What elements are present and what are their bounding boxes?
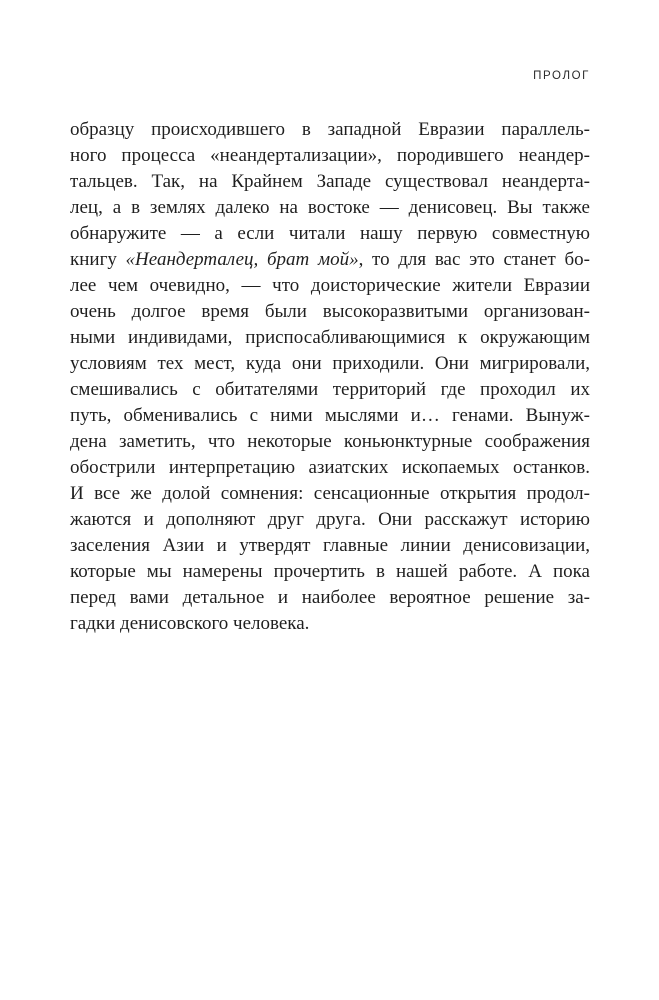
text-line: жаются и дополняют друг друга. Они расскажут историю bbox=[70, 509, 590, 530]
text-after-title: , то для вас это станет бо- bbox=[358, 249, 590, 270]
text-line: тальцев. Так, на Крайнем Западе существовал неандерта- bbox=[70, 171, 590, 192]
text-line: которые мы намерены прочертить в нашей работе. А пока bbox=[70, 561, 590, 582]
book-title: «Неандерталец, брат мой» bbox=[125, 249, 359, 270]
text-line: ными индивидами, приспосабливающимися к окружающим bbox=[70, 327, 590, 348]
body-text bbox=[70, 117, 590, 637]
text-line: обнаружите — а если читали нашу первую совместную bbox=[70, 223, 590, 244]
text-line: условиям тех мест, куда они приходили. Они мигрировали, bbox=[70, 353, 590, 374]
text-line: гадки денисовского человека. bbox=[70, 613, 310, 634]
text-line: лец, а в землях далеко на востоке — денисовец. Вы также bbox=[70, 197, 590, 218]
text-line: смешивались с обитателями территорий где проходил их bbox=[70, 379, 590, 400]
running-head: ПРОЛОГ bbox=[533, 70, 590, 82]
text-line: перед вами детальное и наиболее вероятное решение за- bbox=[70, 587, 590, 608]
text-line: лее чем очевидно, — что доисторические жители Евразии bbox=[70, 275, 590, 296]
text-line: очень долгое время были высокоразвитыми организован- bbox=[70, 301, 590, 322]
text-line: дена заметить, что некоторые коньюнктурные соображения bbox=[70, 431, 590, 452]
text-line: заселения Азии и утвердят главные линии денисовизации, bbox=[70, 535, 590, 556]
text-before-title: книгу bbox=[70, 249, 126, 270]
text-line: путь, обменивались с ними мыслями и… генами. Вынуж- bbox=[70, 405, 590, 426]
text-line: ного процесса «неандертализации», породившего неандер- bbox=[70, 145, 590, 166]
text-line-with-book-title bbox=[70, 247, 590, 273]
text-line: И все же долой сомнения: сенсационные открытия продол- bbox=[70, 483, 590, 504]
text-line: обострили интерпретацию азиатских ископаемых останков. bbox=[70, 457, 590, 478]
text-line: образцу происходившего в западной Евразии параллель- bbox=[70, 119, 590, 140]
